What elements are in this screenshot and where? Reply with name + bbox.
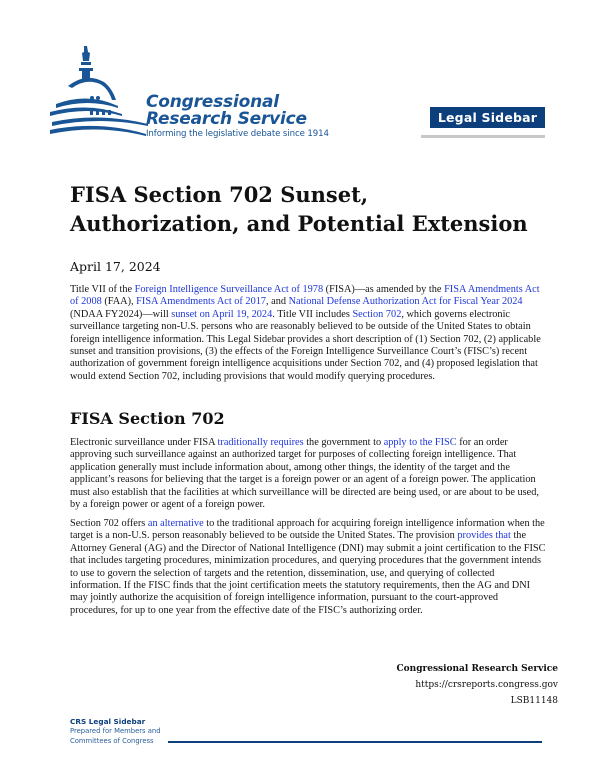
text-run: (FISA)—as amended by the	[323, 284, 445, 295]
section-paragraph-2	[70, 518, 548, 617]
footer-report-id: LSB11148	[510, 696, 558, 706]
inline-link[interactable]: an alternative	[147, 518, 204, 529]
footer-series-line3: Committees of Congress	[70, 737, 154, 745]
footer-series	[70, 717, 161, 746]
text-run: Electronic surveillance under FISA	[70, 437, 218, 448]
inline-link[interactable]: Section 702	[352, 308, 402, 320]
document-title: FISA Section 702 Sunset, Authorization, and Potential Extension	[70, 182, 528, 236]
section-paragraph-1	[70, 437, 548, 511]
legal-sidebar-badge: Legal Sidebar	[430, 107, 545, 128]
text-run: (FAA),	[101, 296, 137, 308]
text-run: , and	[266, 296, 289, 308]
brand-name-line2: Research Service	[146, 109, 307, 129]
text-run: the Attorney General (AG) and the Director of National Intelligence (DNI) may submit a joint certification to the FISC that includes targeting procedures, minimization procedures, and querying procedures that the government intends to use to govern the selection of targets and the retention, dissemination, use, and querying of collected information. If the FISC finds that the joint certification meets the statutory requirements, then the AG and DNI may jointly authorize the acquisition of foreign intelligence information, pursuant to the court-approved procedures, for up to one year from the effective date of the FISC’s authorizing order.	[70, 530, 546, 616]
text-run: , which governs electronic surveillance targeting non-U.S. persons who are reasonably believed to be outside of the United States to obtain foreign intelligence information. This Legal Sidebar provides a short description of (1) Section 702, (2) applicable sunset and transition provisions, (3) the effects of the Foreign Intelligence Surveillance Court’s (FISC’s) recent authorization of government foreign intelligence acquisitions under Section 702, and (4) proposed legislation that would extend Section 702, including provisions that would modify querying procedures.	[70, 308, 541, 382]
inline-link[interactable]: apply to the FISC	[383, 437, 457, 448]
footer-series-title: CRS Legal Sidebar	[70, 717, 146, 726]
text-run: Section 702 offers	[70, 518, 148, 529]
publication-date: April 17, 2024	[70, 259, 161, 274]
text-run: to the traditional approach for acquiring foreign intelligence information when the target is a non-U.S. person reasonably believed to be outside the United States. The provision	[70, 518, 545, 542]
text-run: (NDAA FY2024)—will	[70, 308, 172, 320]
inline-link[interactable]: FISA Amendments Act of 2017	[136, 296, 267, 308]
footer-series-line2: Prepared for Members and	[70, 727, 161, 735]
inline-link[interactable]: National Defense Authorization Act for Fiscal Year 2024	[288, 296, 523, 308]
footer-org: Congressional Research Service	[396, 664, 558, 674]
inline-link[interactable]: provides that	[457, 530, 511, 542]
inline-link[interactable]: FISA Amendments Act of 2008	[70, 284, 540, 308]
text-run: Title VII of the	[70, 284, 135, 295]
text-run: the government to	[303, 437, 384, 448]
footer-publisher	[396, 661, 558, 709]
inline-link[interactable]: traditionally requires	[217, 437, 304, 448]
brand-tagline: Informing the legislative debate since 1914	[146, 129, 329, 139]
badge-divider	[421, 135, 545, 138]
text-run: . Title VII includes	[272, 308, 353, 320]
section-heading: FISA Section 702	[70, 409, 225, 428]
brand-name-line1: Congressional	[146, 92, 279, 112]
inline-link[interactable]: Foreign Intelligence Surveillance Act of 1978	[134, 284, 324, 295]
intro-paragraph	[70, 284, 548, 383]
text-run: for an order approving such surveillance against an authorized target for purposes of collecting foreign intelligence. That application generally must include information about, among other things, the identity of the target and the applicant’s reasons for believing that the target is a foreign power or an agent of a foreign power. The application must also establish that the facilities at which surveillance will be directed are being used, or are about to be used, by a foreign power or agent of a foreign power.	[70, 437, 539, 511]
footer-url[interactable]: https://crsreports.congress.gov	[415, 680, 558, 690]
capitol-dome-icon	[48, 42, 148, 152]
footer-divider	[168, 741, 542, 743]
crs-brand	[146, 94, 329, 140]
inline-link[interactable]: sunset on April 19, 2024	[171, 308, 273, 320]
